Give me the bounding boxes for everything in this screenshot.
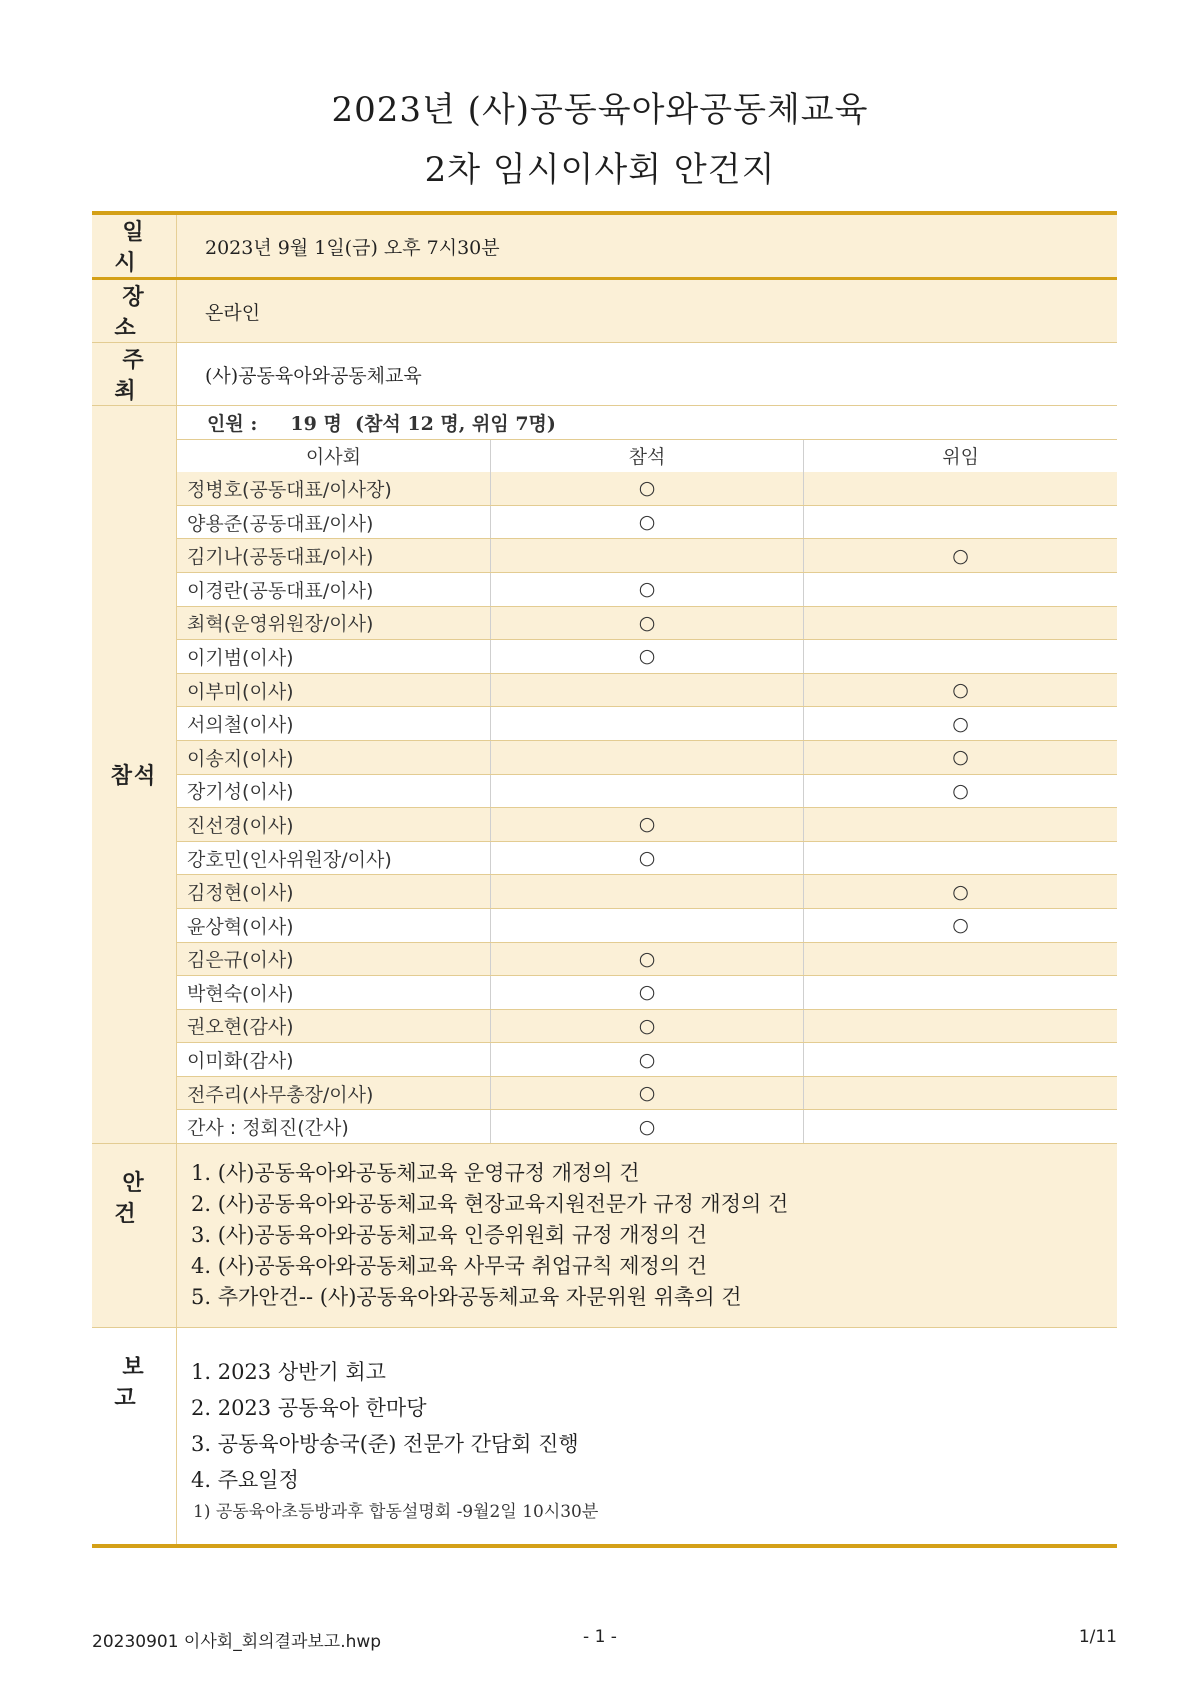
attendee-list	[177, 472, 1117, 1143]
footer-page-count: 1/11	[1078, 1627, 1117, 1647]
attendee-name: 진선경(이사)	[177, 808, 490, 842]
agenda-item: 4. (사)공동육아와공동체교육 사무국 취업규칙 제정의 건	[191, 1254, 708, 1279]
attend-mark: ○	[490, 808, 803, 842]
attend-mark	[490, 774, 803, 808]
attend-mark	[490, 740, 803, 774]
attendee-row	[177, 808, 1117, 842]
agenda-label: 안 건	[92, 1144, 177, 1328]
agenda-item: 2. (사)공동육아와공동체교육 현장교육지원전문가 규정 개정의 건	[191, 1192, 789, 1217]
proxy-mark	[804, 640, 1117, 674]
attend-header: 참석	[490, 439, 803, 472]
date-value: 2023년 9월 1일(금) 오후 7시30분	[177, 213, 1118, 279]
attendee-name: 강호민(인사위원장/이사)	[177, 841, 490, 875]
attend-mark: ○	[490, 1076, 803, 1110]
proxy-mark	[804, 1009, 1117, 1043]
proxy-mark	[804, 505, 1117, 539]
proxy-mark: ○	[804, 707, 1117, 741]
place-value: 온라인	[177, 279, 1118, 343]
agenda-item: 5. 추가안건-- (사)공동육아와공동체교육 자문위원 위촉의 건	[191, 1285, 742, 1310]
attendee-row	[177, 976, 1117, 1010]
proxy-header: 위임	[804, 439, 1117, 472]
attendee-row	[177, 606, 1117, 640]
attend-mark: ○	[490, 472, 803, 505]
proxy-mark: ○	[804, 539, 1117, 573]
attendee-name: 이기범(이사)	[177, 640, 490, 674]
attendance-label: 참석	[92, 406, 177, 1144]
attendance-count: 인원 : 19 명 (참석 12 명, 위임 7명)	[177, 406, 1117, 439]
proxy-mark	[804, 942, 1117, 976]
attend-mark	[490, 673, 803, 707]
report-item: 3. 공동육아방송국(준) 전문가 간담회 진행	[191, 1432, 579, 1457]
document-title-line2: 2차 임시이사회 안건지	[424, 150, 776, 190]
attendee-row	[177, 740, 1117, 774]
proxy-mark: ○	[804, 875, 1117, 909]
attendee-row	[177, 539, 1117, 573]
attendee-row	[177, 1009, 1117, 1043]
proxy-mark	[804, 976, 1117, 1010]
attendee-row	[177, 640, 1117, 674]
proxy-mark	[804, 606, 1117, 640]
attendee-name: 간사 : 정회진(간사)	[187, 1117, 349, 1140]
attend-mark: ○	[490, 505, 803, 539]
attendee-row	[177, 1110, 1117, 1143]
attend-mark: ○	[490, 976, 803, 1010]
date-label: 일 시	[92, 213, 177, 279]
host-row	[92, 343, 1117, 406]
attend-mark	[490, 707, 803, 741]
attendee-name: 김기나(공동대표/이사)	[177, 539, 490, 573]
attendee-row	[177, 908, 1117, 942]
attendee-name: 최혁(운영위원장/이사)	[177, 606, 490, 640]
proxy-mark: ○	[804, 774, 1117, 808]
attend-mark: ○	[490, 572, 803, 606]
footer-page-number: - 1 -	[583, 1627, 617, 1647]
proxy-mark	[804, 572, 1117, 606]
proxy-mark	[804, 1110, 1117, 1143]
attendee-row	[177, 707, 1117, 741]
report-sub-item: 1) 공동육아초등방과후 합동설명회 -9월2일 10시30분	[193, 1502, 599, 1523]
attendee-row	[177, 572, 1117, 606]
place-label: 장 소	[92, 279, 177, 343]
attendee-name: 이송지(이사)	[177, 740, 490, 774]
agenda-list	[177, 1144, 1118, 1328]
attendee-name: 윤상혁(이사)	[177, 908, 490, 942]
attendee-row	[177, 942, 1117, 976]
report-row	[92, 1328, 1117, 1547]
attendee-name: 이부미(이사)	[177, 673, 490, 707]
proxy-mark: ○	[804, 740, 1117, 774]
report-item: 1. 2023 상반기 회고	[191, 1360, 386, 1385]
attendance-cell	[177, 406, 1118, 1144]
agenda-item: 3. (사)공동육아와공동체교육 인증위원회 규정 개정의 건	[191, 1223, 708, 1248]
proxy-mark	[804, 1076, 1117, 1110]
attendee-name: 서의철(이사)	[177, 707, 490, 741]
attendee-row	[177, 1076, 1117, 1110]
attendee-row	[177, 1043, 1117, 1077]
proxy-mark	[804, 808, 1117, 842]
attendee-name: 이경란(공동대표/이사)	[177, 572, 490, 606]
attend-mark: ○	[490, 1110, 803, 1143]
attendance-table	[177, 406, 1117, 1143]
attendee-row	[177, 472, 1117, 505]
footer-filename: 20230901 이사회_회의결과보고.hwp	[92, 1632, 382, 1652]
attend-mark: ○	[490, 606, 803, 640]
agenda-table	[92, 211, 1117, 1548]
date-row	[92, 213, 1117, 279]
attend-mark: ○	[490, 1043, 803, 1077]
attendee-name: 권오현(감사)	[177, 1009, 490, 1043]
attendee-row	[177, 841, 1117, 875]
attendee-name: 이미화(감사)	[177, 1043, 490, 1077]
proxy-mark	[804, 1043, 1117, 1077]
attendee-name: 정병호(공동대표/이사장)	[177, 472, 490, 505]
attendee-row	[177, 774, 1117, 808]
document-title-line1: 2023년 (사)공동육아와공동체교육	[331, 90, 869, 130]
report-label: 보 고	[92, 1328, 177, 1547]
attendee-name: 김정현(이사)	[177, 875, 490, 909]
agenda-item: 1. (사)공동육아와공동체교육 운영규정 개정의 건	[191, 1161, 640, 1186]
proxy-mark: ○	[804, 673, 1117, 707]
attendance-row	[92, 406, 1117, 1144]
attend-mark: ○	[490, 841, 803, 875]
host-label: 주 최	[92, 343, 177, 406]
agenda-row	[92, 1144, 1117, 1328]
proxy-mark	[804, 841, 1117, 875]
attendee-name: 장기성(이사)	[177, 774, 490, 808]
attendance-count-row	[177, 406, 1117, 439]
attend-mark: ○	[490, 1009, 803, 1043]
attend-mark: ○	[490, 942, 803, 976]
attendance-header-row	[177, 439, 1117, 472]
attendee-name: 박현숙(이사)	[177, 976, 490, 1010]
attendee-name: 김은규(이사)	[177, 942, 490, 976]
attendee-row	[177, 505, 1117, 539]
place-row	[92, 279, 1117, 343]
host-value: (사)공동육아와공동체교육	[177, 343, 1118, 406]
report-item: 4. 주요일정	[191, 1468, 299, 1493]
attend-mark	[490, 875, 803, 909]
report-item: 2. 2023 공동육아 한마당	[191, 1396, 427, 1421]
report-list	[177, 1328, 1118, 1547]
board-header: 이사회	[177, 439, 490, 472]
attendee-row	[177, 673, 1117, 707]
attendee-name: 전주리(사무총장/이사)	[177, 1076, 490, 1110]
attend-mark	[490, 908, 803, 942]
proxy-mark: ○	[804, 908, 1117, 942]
proxy-mark	[804, 472, 1117, 505]
attendee-name: 양용준(공동대표/이사)	[177, 505, 490, 539]
attend-mark	[490, 539, 803, 573]
attendee-row	[177, 875, 1117, 909]
attend-mark: ○	[490, 640, 803, 674]
